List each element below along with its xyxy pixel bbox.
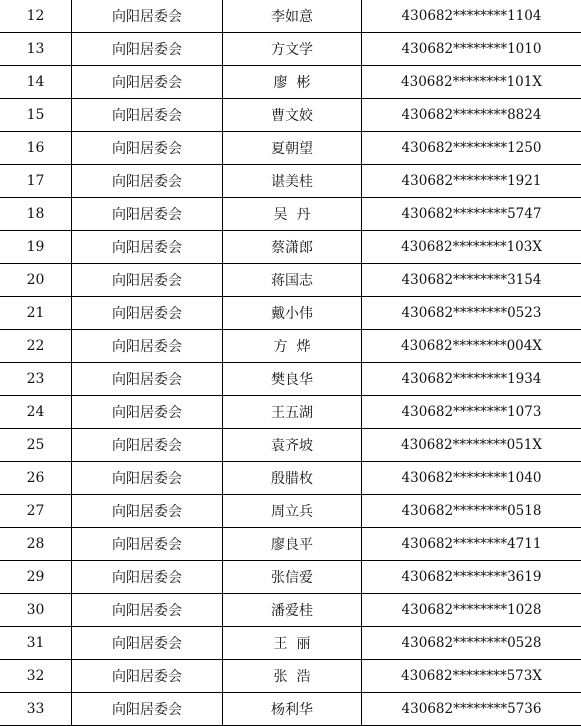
table-row [0,231,581,264]
name-cell: 王五湖 [223,396,362,429]
row-number-cell: 28 [0,528,72,561]
table-row [0,462,581,495]
table-row [0,33,581,66]
row-number-cell: 18 [0,198,72,231]
row-number-cell: 33 [0,693,72,726]
row-number-cell: 21 [0,297,72,330]
name-cell: 方文学 [223,33,362,66]
unit-cell: 向阳居委会 [72,594,223,627]
name-cell: 曹文姣 [223,99,362,132]
table-row [0,363,581,396]
name-cell: 蔡潇郎 [223,231,362,264]
name-cell: 蒋国志 [223,264,362,297]
id-number-cell: 430682********1028 [362,594,581,627]
unit-cell: 向阳居委会 [72,429,223,462]
table-row [0,198,581,231]
table-row [0,660,581,693]
id-number-cell: 430682********5747 [362,198,581,231]
table-row [0,264,581,297]
id-number-cell: 430682********0528 [362,627,581,660]
table-row [0,297,581,330]
name-cell: 李如意 [223,0,362,33]
unit-cell: 向阳居委会 [72,99,223,132]
unit-cell: 向阳居委会 [72,363,223,396]
unit-cell: 向阳居委会 [72,561,223,594]
name-cell: 周立兵 [223,495,362,528]
table-row [0,132,581,165]
unit-cell: 向阳居委会 [72,0,223,33]
id-number-cell: 430682********051X [362,429,581,462]
unit-cell: 向阳居委会 [72,330,223,363]
unit-cell: 向阳居委会 [72,66,223,99]
row-number-cell: 22 [0,330,72,363]
table-row [0,693,581,726]
id-number-cell: 430682********0518 [362,495,581,528]
id-number-cell: 430682********101X [362,66,581,99]
unit-cell: 向阳居委会 [72,132,223,165]
id-number-cell: 430682********3154 [362,264,581,297]
row-number-cell: 23 [0,363,72,396]
row-number-cell: 26 [0,462,72,495]
unit-cell: 向阳居委会 [72,231,223,264]
table-row [0,528,581,561]
name-cell: 杨利华 [223,693,362,726]
id-number-cell: 430682********1921 [362,165,581,198]
name-cell: 戴小伟 [223,297,362,330]
id-number-cell: 430682********1104 [362,0,581,33]
table-row [0,561,581,594]
name-cell: 方 烨 [223,330,362,363]
id-number-cell: 430682********1250 [362,132,581,165]
table-row [0,66,581,99]
id-number-cell: 430682********1934 [362,363,581,396]
unit-cell: 向阳居委会 [72,264,223,297]
table-row [0,330,581,363]
unit-cell: 向阳居委会 [72,495,223,528]
row-number-cell: 25 [0,429,72,462]
unit-cell: 向阳居委会 [72,165,223,198]
unit-cell: 向阳居委会 [72,660,223,693]
unit-cell: 向阳居委会 [72,627,223,660]
id-number-cell: 430682********1073 [362,396,581,429]
row-number-cell: 19 [0,231,72,264]
id-number-cell: 430682********1010 [362,33,581,66]
row-number-cell: 30 [0,594,72,627]
name-cell: 谌美桂 [223,165,362,198]
row-number-cell: 24 [0,396,72,429]
row-number-cell: 27 [0,495,72,528]
name-cell: 殷腊枚 [223,462,362,495]
table-row [0,396,581,429]
id-number-cell: 430682********1040 [362,462,581,495]
row-number-cell: 17 [0,165,72,198]
row-number-cell: 15 [0,99,72,132]
unit-cell: 向阳居委会 [72,33,223,66]
name-cell: 张 浩 [223,660,362,693]
unit-cell: 向阳居委会 [72,198,223,231]
unit-cell: 向阳居委会 [72,396,223,429]
table-row [0,165,581,198]
table-row [0,429,581,462]
table-row [0,495,581,528]
name-cell: 王 丽 [223,627,362,660]
row-number-cell: 16 [0,132,72,165]
table-row [0,0,581,33]
name-cell: 吴 丹 [223,198,362,231]
id-number-cell: 430682********004X [362,330,581,363]
row-number-cell: 29 [0,561,72,594]
row-number-cell: 20 [0,264,72,297]
row-number-cell: 14 [0,66,72,99]
id-number-cell: 430682********0523 [362,297,581,330]
table-row [0,627,581,660]
row-number-cell: 31 [0,627,72,660]
id-number-cell: 430682********8824 [362,99,581,132]
name-cell: 张信爱 [223,561,362,594]
name-cell: 夏朝望 [223,132,362,165]
name-cell: 潘爱桂 [223,594,362,627]
unit-cell: 向阳居委会 [72,693,223,726]
id-number-cell: 430682********3619 [362,561,581,594]
id-number-cell: 430682********573X [362,660,581,693]
name-cell: 袁齐坡 [223,429,362,462]
row-number-cell: 32 [0,660,72,693]
table-row [0,99,581,132]
unit-cell: 向阳居委会 [72,528,223,561]
name-cell: 廖良平 [223,528,362,561]
id-number-cell: 430682********5736 [362,693,581,726]
unit-cell: 向阳居委会 [72,297,223,330]
id-number-cell: 430682********103X [362,231,581,264]
name-cell: 廖 彬 [223,66,362,99]
name-cell: 樊良华 [223,363,362,396]
row-number-cell: 13 [0,33,72,66]
table-row [0,594,581,627]
row-number-cell: 12 [0,0,72,33]
unit-cell: 向阳居委会 [72,462,223,495]
id-number-cell: 430682********4711 [362,528,581,561]
